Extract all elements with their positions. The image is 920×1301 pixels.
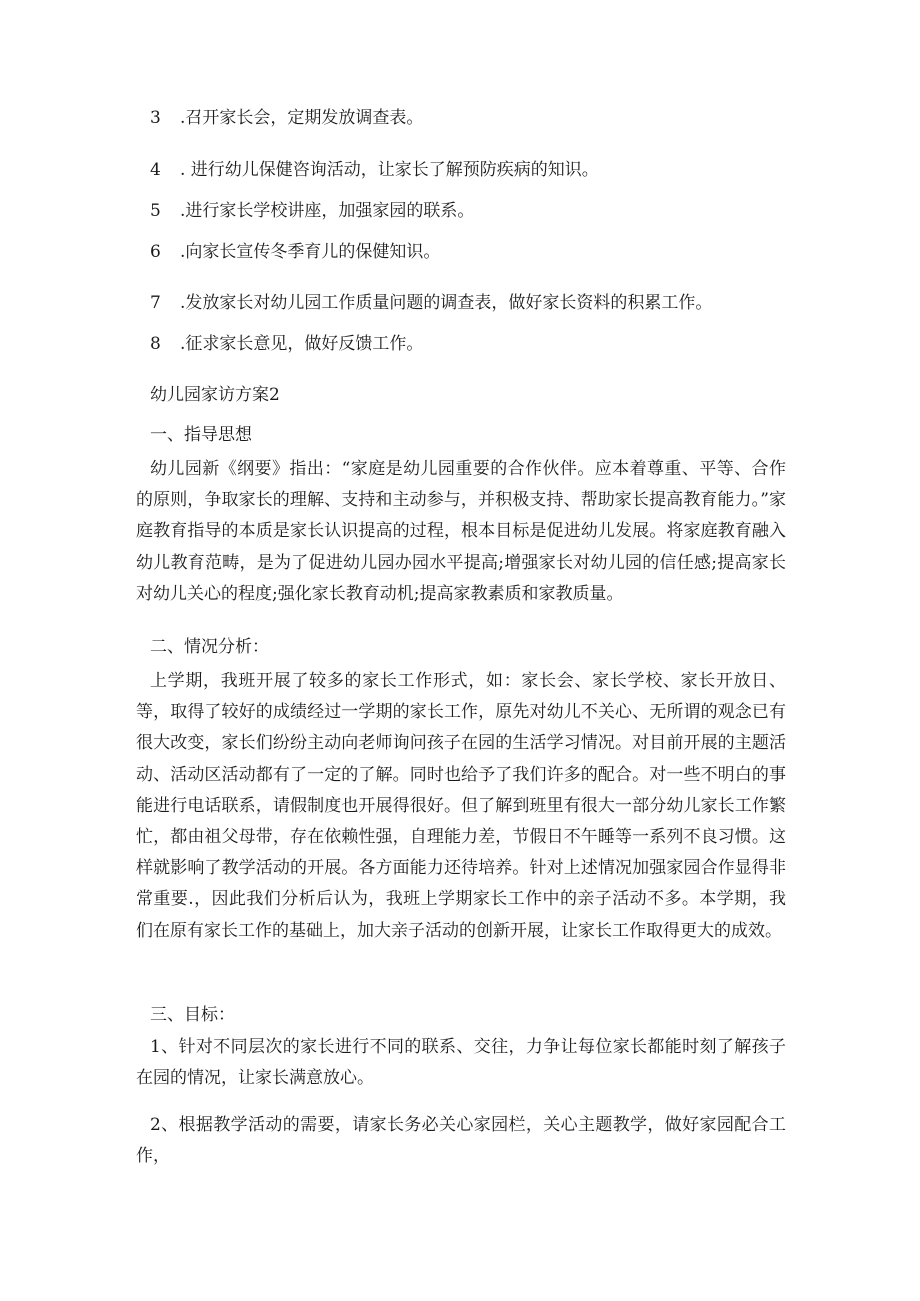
- list-item: [150, 200, 474, 222]
- list-item-text: .进行家长学校讲座，加强家园的联系。: [180, 201, 475, 221]
- paragraph-guiding-ideology: 幼儿园新《纲要》指出：“家庭是幼儿园重要的合作伙伴。应本着尊重、平等、合作的原则，争取家长的理解、支持和主动参与，并积极支持、帮助家长提高教育能力。”家庭教育指导的本质是家长认识提高的过程，根本目标是促进幼儿发展。将家庭教育融入幼儿教育范畴，是为了促进幼儿园办园水平提高;增强家长对幼儿园的信任感;提高家长对幼儿关心的程度;强化家长教育动机;提高家教素质和家教质量。: [136, 459, 786, 604]
- list-item-text: . 进行幼儿保健咨询活动，让家长了解预防疾病的知识。: [180, 160, 599, 180]
- list-item-number: 3: [150, 108, 161, 128]
- section-heading-goals: 三、目标：: [150, 1005, 235, 1025]
- list-item-number: 4: [150, 160, 161, 180]
- list-item: [150, 333, 423, 355]
- list-item-number: 5: [150, 201, 161, 221]
- list-item: [150, 107, 423, 129]
- list-item-number: 7: [150, 293, 161, 313]
- paragraph-goal-2: 2、根据教学活动的需要，请家长务必关心家园栏，关心主题教学，做好家园配合工作，: [136, 1115, 786, 1167]
- section-heading-guiding-ideology: 一、指导思想: [150, 425, 252, 445]
- list-item-number: 8: [150, 334, 161, 354]
- list-item-text: .向家长宣传冬季育儿的保健知识。: [180, 242, 441, 262]
- section-title: 幼儿园家访方案2: [150, 385, 280, 405]
- list-item: [150, 292, 712, 314]
- list-item-text: .发放家长对幼儿园工作质量问题的调查表，做好家长资料的积累工作。: [180, 293, 713, 313]
- list-item-text: .召开家长会，定期发放调查表。: [180, 108, 424, 128]
- paragraph-situation-analysis: 上学期，我班开展了较多的家长工作形式，如：家长会、家长学校、家长开放日、等，取得了较好的成绩经过一学期的家长工作，原先对幼儿不关心、无所谓的观念已有很大改变，家长们纷纷主动向老师询问孩子在园的生活学习情况。对目前开展的主题活动、活动区活动都有了一定的了解。同时也给予了我们许多的配合。对一些不明白的事能进行电话联系，请假制度也开展得很好。但了解到班里有很大一部分幼儿家长工作繁忙，都由祖父母带，存在依赖性强，自理能力差，节假日不午睡等一系列不良习惯。这样就影响了教学活动的开展。各方面能力还待培养。针对上述情况加强家园合作显得非常重要.，因此我们分析后认为，我班上学期家长工作中的亲子活动不多。本学期，我们在原有家长工作的基础上，加大亲子活动的创新开展，让家长工作取得更大的成效。: [136, 671, 786, 941]
- section-heading-situation-analysis: 二、情况分析：: [150, 637, 269, 657]
- list-item-number: 6: [150, 242, 161, 262]
- list-item-text: .征求家长意见，做好反馈工作。: [180, 334, 424, 354]
- list-item: [150, 159, 599, 181]
- paragraph-goal-1: 1、针对不同层次的家长进行不同的联系、交往，力争让每位家长都能时刻了解孩子在园的情况，让家长满意放心。: [136, 1037, 786, 1089]
- list-item: [150, 241, 440, 263]
